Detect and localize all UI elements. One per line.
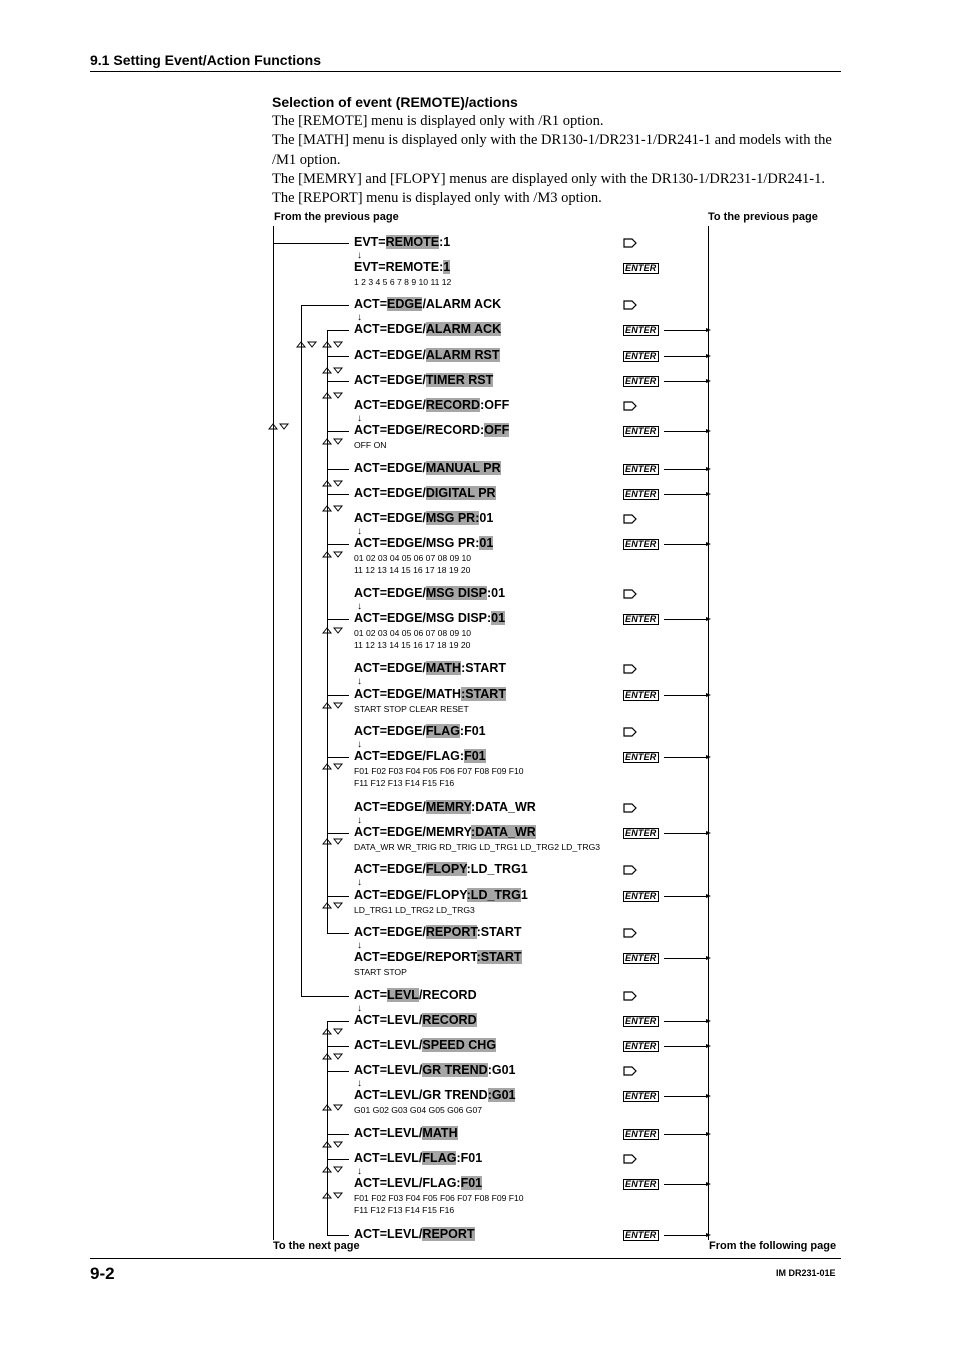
setting-text: :START — [461, 661, 506, 675]
key-icon — [623, 514, 637, 524]
enter-key-icon: ENTER — [625, 263, 657, 273]
setting-text: /RECORD — [418, 988, 477, 1002]
highlighted-setting: F01 — [460, 1176, 483, 1190]
menu-line — [354, 536, 493, 550]
setting-text: EVT=REMOTE: — [354, 260, 444, 274]
highlighted-setting: EDGE — [387, 297, 423, 311]
up-down-arrow-icon — [322, 701, 344, 710]
tree-branch — [327, 1021, 349, 1022]
highlighted-setting: MSG PR: — [425, 511, 480, 525]
connector-line — [664, 1235, 706, 1236]
setting-text: ACT=EDGE/ — [354, 661, 426, 675]
down-arrow-icon: ↓ — [357, 413, 362, 424]
menu-line — [354, 235, 450, 249]
setting-text: ACT=EDGE/ — [354, 862, 426, 876]
paragraph-1: The [REMOTE] menu is displayed only with /R1 option. — [272, 113, 604, 129]
menu-line — [354, 1126, 458, 1140]
setting-text: :F01 — [459, 724, 486, 738]
section-title: Selection of event (REMOTE)/actions — [272, 94, 518, 110]
option-list: F01 F02 F03 F04 F05 F06 F07 F08 F09 F10 — [354, 766, 524, 776]
setting-text: 01 — [479, 511, 494, 525]
connector-line — [664, 544, 706, 545]
menu-line — [354, 800, 536, 814]
menu-line — [354, 724, 486, 738]
enter-key-icon: ENTER — [625, 690, 657, 700]
setting-text: :START — [476, 925, 522, 939]
menu-line — [354, 461, 501, 475]
setting-text: ACT=EDGE/RECORD: — [354, 423, 485, 437]
highlighted-setting: REPORT — [425, 925, 477, 939]
tree-line-act — [301, 305, 302, 997]
menu-line — [354, 862, 528, 876]
option-list: DATA_WR WR_TRIG RD_TRIG LD_TRG1 LD_TRG2 LD_TRG3 — [354, 842, 601, 852]
highlighted-setting: SPEED CHG — [422, 1038, 497, 1052]
connector-line — [664, 619, 706, 620]
menu-line — [354, 348, 500, 362]
down-arrow-icon: ↓ — [357, 250, 362, 261]
tree-branch — [301, 305, 349, 306]
menu-line — [354, 749, 486, 763]
setting-text: ACT=EDGE/MSG DISP: — [354, 611, 492, 625]
enter-key-icon: ENTER — [625, 351, 657, 361]
highlighted-setting: REPORT — [422, 1227, 475, 1241]
tree-branch — [327, 1071, 349, 1072]
key-icon — [623, 1066, 637, 1076]
highlighted-setting: FLOPY — [425, 862, 467, 876]
menu-line — [354, 1088, 515, 1102]
setting-text: ACT=EDGE/ — [354, 925, 426, 939]
tree-branch — [327, 544, 349, 545]
highlighted-setting: MEMRY — [425, 800, 472, 814]
setting-text: /ALARM ACK — [422, 297, 502, 311]
return-line — [708, 226, 709, 1240]
up-down-arrow-icon — [322, 1191, 344, 1200]
setting-text: ACT=EDGE/ — [354, 373, 426, 387]
down-arrow-icon: ↓ — [357, 815, 362, 826]
up-down-arrow-icon — [322, 1027, 344, 1036]
to-previous-page-label: To the previous page — [708, 211, 818, 223]
tree-branch — [327, 896, 349, 897]
up-down-arrow-icon — [322, 1165, 344, 1174]
connector-line — [664, 356, 706, 357]
menu-line — [354, 297, 501, 311]
up-down-arrow-icon — [322, 837, 344, 846]
key-icon — [623, 803, 637, 813]
connector-line — [664, 1046, 706, 1047]
connector-line — [664, 381, 706, 382]
down-arrow-icon: ↓ — [357, 312, 362, 323]
tree-branch — [327, 833, 349, 834]
down-arrow-icon: ↓ — [357, 940, 362, 951]
tree-branch — [327, 757, 349, 758]
menu-line — [354, 423, 509, 437]
setting-text: ACT=LEVL/ — [354, 1038, 423, 1052]
tree-branch — [273, 243, 349, 244]
option-list: OFF ON — [354, 440, 387, 450]
highlighted-setting: :LD_TRG — [466, 888, 521, 902]
setting-text: ACT= — [354, 297, 387, 311]
setting-text: ACT=EDGE/ — [354, 461, 426, 475]
connector-line — [664, 1134, 706, 1135]
menu-line — [354, 373, 493, 387]
from-previous-page-label: From the previous page — [274, 211, 399, 223]
menu-line — [354, 611, 505, 625]
enter-key-icon: ENTER — [625, 614, 657, 624]
setting-text: ACT= — [354, 988, 387, 1002]
connector-line — [664, 896, 706, 897]
key-icon — [623, 865, 637, 875]
option-list: F01 F02 F03 F04 F05 F06 F07 F08 F09 F10 — [354, 1193, 524, 1203]
up-down-arrow-icon — [322, 504, 344, 513]
highlighted-setting: F01 — [464, 749, 486, 763]
setting-text: ACT=EDGE/MEMRY — [354, 825, 472, 839]
option-list: F11 F12 F13 F14 F15 F16 — [354, 1205, 455, 1215]
highlighted-setting: 01 — [479, 536, 494, 550]
key-icon — [623, 1154, 637, 1164]
enter-key-icon: ENTER — [625, 1041, 657, 1051]
setting-text: :01 — [487, 586, 506, 600]
enter-key-icon: ENTER — [625, 953, 657, 963]
up-down-arrow-icon — [322, 1052, 344, 1061]
option-list: START STOP — [354, 967, 407, 977]
setting-text: :G01 — [487, 1063, 516, 1077]
down-arrow-icon: ↓ — [357, 1078, 362, 1089]
highlighted-setting: :START — [461, 687, 506, 701]
down-arrow-icon: ↓ — [357, 1003, 362, 1014]
to-next-page-label: To the next page — [273, 1240, 360, 1252]
footer-rule — [90, 1258, 841, 1259]
connector-line — [664, 494, 706, 495]
connector-line — [664, 431, 706, 432]
tree-branch — [327, 695, 349, 696]
highlighted-setting: RECORD — [422, 1013, 477, 1027]
down-arrow-icon: ↓ — [357, 1166, 362, 1177]
enter-key-icon: ENTER — [625, 891, 657, 901]
highlighted-setting: GR TREND — [422, 1063, 488, 1077]
up-down-arrow-icon — [296, 340, 318, 349]
setting-text: ACT=LEVL/GR TREND — [354, 1088, 488, 1102]
enter-key-icon: ENTER — [625, 1016, 657, 1026]
enter-key-icon: ENTER — [625, 752, 657, 762]
tree-branch — [327, 1235, 349, 1236]
enter-key-icon: ENTER — [625, 464, 657, 474]
key-icon — [623, 401, 637, 411]
setting-text: :DATA_WR — [471, 800, 536, 814]
enter-key-icon: ENTER — [625, 1129, 657, 1139]
enter-key-icon: ENTER — [625, 426, 657, 436]
connector-line — [664, 330, 706, 331]
setting-text: ACT=EDGE/ — [354, 800, 426, 814]
tree-branch — [327, 431, 349, 432]
tree-branch — [327, 933, 349, 934]
page-number: 9-2 — [90, 1264, 115, 1283]
connector-line — [664, 469, 706, 470]
enter-key-icon: ENTER — [625, 1179, 657, 1189]
enter-key-icon: ENTER — [625, 489, 657, 499]
menu-line — [354, 1227, 475, 1241]
menu-line — [354, 950, 522, 964]
setting-text: 1 — [520, 888, 528, 902]
paragraph-5: The [REPORT] menu is displayed only with /M3 option. — [272, 190, 602, 206]
setting-text: ACT=LEVL/ — [354, 1063, 423, 1077]
setting-text: ACT=EDGE/ — [354, 322, 426, 336]
up-down-arrow-icon — [322, 901, 344, 910]
highlighted-setting: DIGITAL PR — [425, 486, 496, 500]
menu-line — [354, 1176, 482, 1190]
highlighted-setting: FLAG — [422, 1151, 457, 1165]
highlighted-setting: :START — [476, 950, 522, 964]
setting-text: ACT=EDGE/FLAG: — [354, 749, 465, 763]
setting-text: ACT=EDGE/ — [354, 348, 426, 362]
highlighted-setting: LEVL — [387, 988, 419, 1002]
enter-key-icon: ENTER — [625, 828, 657, 838]
setting-text: :F01 — [456, 1151, 483, 1165]
enter-key-icon: ENTER — [625, 1091, 657, 1101]
tree-branch — [327, 469, 349, 470]
option-list: 11 12 13 14 15 16 17 18 19 20 — [354, 565, 471, 575]
paragraph-2: The [MATH] menu is displayed only with the DR130-1/DR231-1/DR241-1 and models with the — [272, 132, 832, 148]
highlighted-setting: REMOTE — [385, 235, 440, 249]
option-list: G01 G02 G03 G04 G05 G06 G07 — [354, 1105, 483, 1115]
highlighted-setting: OFF — [484, 423, 510, 437]
menu-line — [354, 661, 506, 675]
menu-line — [354, 1151, 482, 1165]
menu-line — [354, 1063, 516, 1077]
highlighted-setting: ALARM RST — [425, 348, 500, 362]
setting-text: ACT=EDGE/FLOPY — [354, 888, 467, 902]
option-list: 1 2 3 4 5 6 7 8 9 10 11 12 — [354, 277, 452, 287]
setting-text: :1 — [439, 235, 451, 249]
highlighted-setting: MANUAL PR — [425, 461, 501, 475]
enter-key-icon: ENTER — [625, 376, 657, 386]
up-down-arrow-icon — [322, 437, 344, 446]
highlighted-setting: :G01 — [487, 1088, 516, 1102]
setting-text: ACT=LEVL/ — [354, 1151, 423, 1165]
option-list: LD_TRG1 LD_TRG2 LD_TRG3 — [354, 905, 475, 915]
paragraph-3: /M1 option. — [272, 152, 341, 168]
menu-line — [354, 322, 501, 336]
setting-text: EVT= — [354, 235, 386, 249]
menu-line — [354, 825, 536, 839]
up-down-arrow-icon — [322, 479, 344, 488]
up-down-arrow-icon — [322, 366, 344, 375]
enter-key-icon: ENTER — [625, 1230, 657, 1240]
highlighted-setting: MATH — [422, 1126, 458, 1140]
connector-line — [664, 958, 706, 959]
option-list: 01 02 03 04 05 06 07 08 09 10 — [354, 553, 472, 563]
tree-branch — [327, 494, 349, 495]
key-icon — [623, 664, 637, 674]
up-down-arrow-icon — [322, 391, 344, 400]
connector-line — [664, 1096, 706, 1097]
option-list: F11 F12 F13 F14 F15 F16 — [354, 778, 455, 788]
tree-branch — [327, 330, 349, 331]
menu-line — [354, 260, 450, 274]
menu-line — [354, 1013, 477, 1027]
enter-key-icon: ENTER — [625, 539, 657, 549]
key-icon — [623, 928, 637, 938]
menu-line — [354, 988, 477, 1002]
highlighted-setting: :DATA_WR — [471, 825, 536, 839]
header-rule — [90, 71, 841, 72]
highlighted-setting: TIMER RST — [425, 373, 494, 387]
highlighted-setting: ALARM ACK — [425, 322, 502, 336]
setting-text: ACT=LEVL/ — [354, 1227, 423, 1241]
connector-line — [664, 1021, 706, 1022]
section-header: 9.1 Setting Event/Action Functions — [90, 52, 322, 68]
down-arrow-icon: ↓ — [357, 739, 362, 750]
menu-line — [354, 511, 493, 525]
up-down-arrow-icon — [322, 1140, 344, 1149]
menu-line — [354, 925, 522, 939]
setting-text: ACT=EDGE/ — [354, 511, 426, 525]
connector-line — [664, 695, 706, 696]
up-down-arrow-icon — [322, 626, 344, 635]
setting-text: ACT=LEVL/ — [354, 1126, 423, 1140]
menu-line — [354, 398, 509, 412]
setting-text: ACT=EDGE/MATH — [354, 687, 462, 701]
option-list: 01 02 03 04 05 06 07 08 09 10 — [354, 628, 472, 638]
key-icon — [623, 991, 637, 1001]
option-list: START STOP CLEAR RESET — [354, 704, 469, 714]
key-icon — [623, 238, 637, 248]
highlighted-setting: FLAG — [425, 724, 460, 738]
enter-key-icon: ENTER — [625, 325, 657, 335]
highlighted-setting: 1 — [443, 260, 451, 274]
setting-text: :LD_TRG1 — [466, 862, 528, 876]
up-down-arrow-icon — [268, 422, 290, 431]
menu-line — [354, 1038, 496, 1052]
setting-text: ACT=EDGE/ — [354, 486, 426, 500]
option-list: 11 12 13 14 15 16 17 18 19 20 — [354, 640, 471, 650]
tree-branch — [301, 996, 349, 997]
document-id: IM DR231-01E — [776, 1268, 836, 1278]
connector-line — [664, 1184, 706, 1185]
key-icon — [623, 589, 637, 599]
menu-line — [354, 687, 506, 701]
up-down-arrow-icon — [322, 1103, 344, 1112]
menu-line — [354, 888, 528, 902]
key-icon — [623, 300, 637, 310]
menu-line — [354, 486, 496, 500]
up-down-arrow-icon — [322, 550, 344, 559]
down-arrow-icon: ↓ — [357, 526, 362, 537]
up-down-arrow-icon — [322, 762, 344, 771]
highlighted-setting: RECORD — [425, 398, 481, 412]
paragraph-4: The [MEMRY] and [FLOPY] menus are displayed only with the DR130-1/DR231-1/DR241-1. — [272, 171, 825, 187]
tree-branch — [327, 1046, 349, 1047]
setting-text: ACT=EDGE/ — [354, 586, 426, 600]
setting-text: :OFF — [480, 398, 510, 412]
tree-branch — [327, 619, 349, 620]
key-icon — [623, 727, 637, 737]
highlighted-setting: MATH — [425, 661, 462, 675]
down-arrow-icon: ↓ — [357, 601, 362, 612]
tree-branch — [327, 1134, 349, 1135]
tree-line-main — [273, 226, 274, 1240]
connector-line — [664, 833, 706, 834]
setting-text: ACT=LEVL/FLAG: — [354, 1176, 461, 1190]
menu-line — [354, 586, 505, 600]
setting-text: ACT=EDGE/ — [354, 398, 426, 412]
down-arrow-icon: ↓ — [357, 877, 362, 888]
tree-branch — [327, 381, 349, 382]
up-down-arrow-icon — [322, 340, 344, 349]
highlighted-setting: MSG DISP — [425, 586, 488, 600]
setting-text: ACT=EDGE/REPORT — [354, 950, 477, 964]
setting-text: ACT=EDGE/MSG PR: — [354, 536, 480, 550]
tree-branch — [327, 356, 349, 357]
tree-branch — [327, 1159, 349, 1160]
setting-text: ACT=LEVL/ — [354, 1013, 423, 1027]
down-arrow-icon: ↓ — [357, 676, 362, 687]
highlighted-setting: 01 — [491, 611, 506, 625]
setting-text: ACT=EDGE/ — [354, 724, 426, 738]
connector-line — [664, 757, 706, 758]
from-following-page-label: From the following page — [709, 1240, 837, 1252]
